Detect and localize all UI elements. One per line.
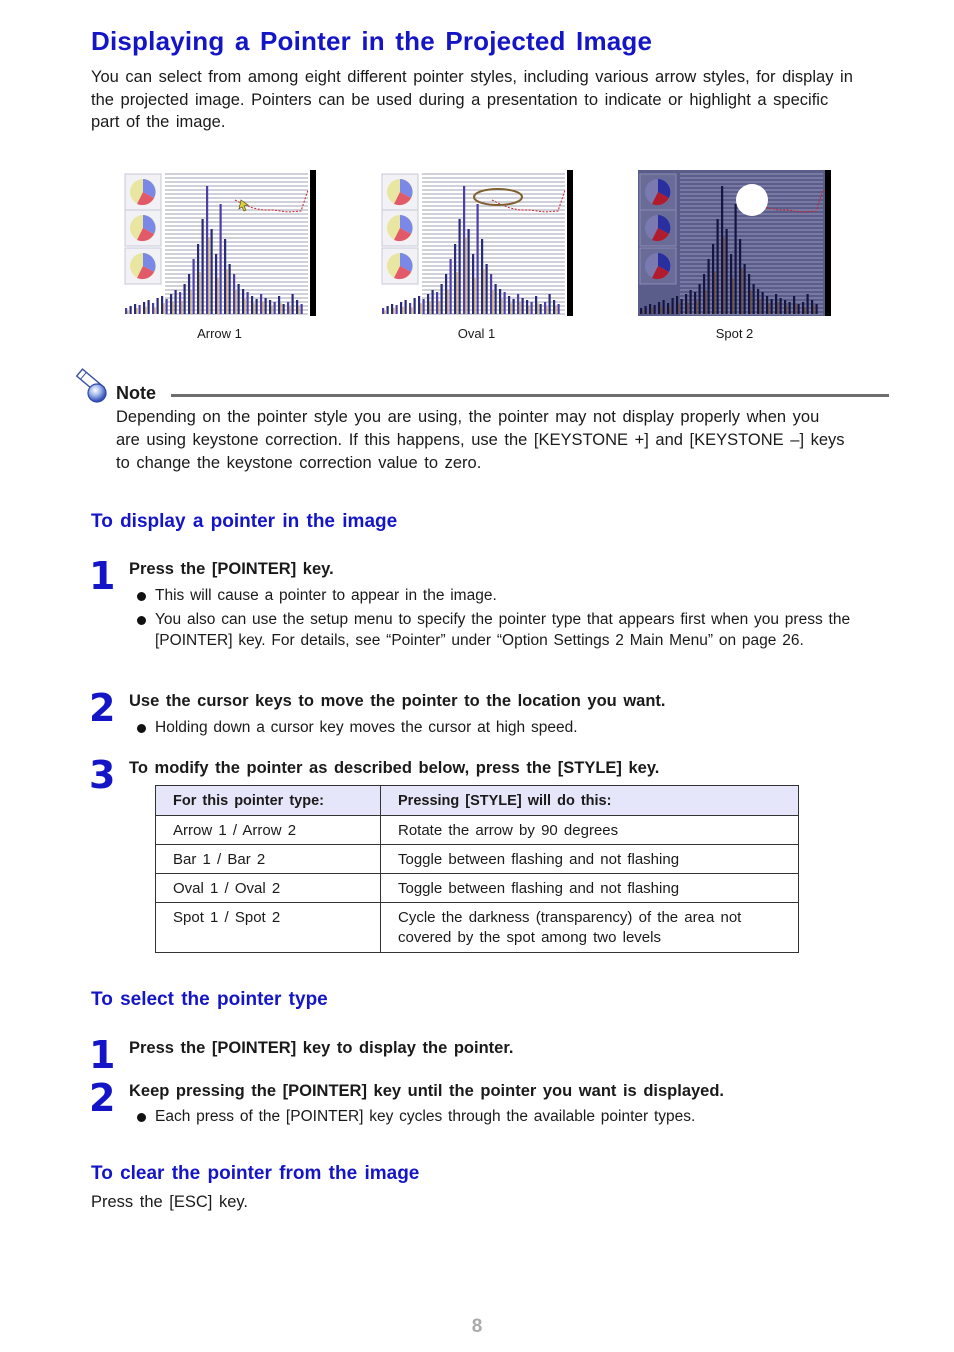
step-number: 3	[89, 753, 116, 797]
step-number: 2	[89, 686, 116, 730]
table-cell: Toggle between flashing and not flashing	[381, 874, 799, 903]
style-key-table	[155, 785, 799, 953]
step-title: Press the [POINTER] key.	[129, 560, 334, 578]
step-title: To modify the pointer as described below, press the [STYLE] key.	[129, 759, 660, 777]
section-heading-display-pointer: To display a pointer in the image	[91, 511, 398, 532]
table-header-row	[156, 786, 799, 816]
step-title: Use the cursor keys to move the pointer to the location you want.	[129, 692, 666, 710]
table-cell: Spot 1 / Spot 2	[156, 903, 381, 953]
table-row	[156, 845, 799, 874]
table-cell: Bar 1 / Bar 2	[156, 845, 381, 874]
note-divider	[171, 394, 889, 397]
table-row	[156, 874, 799, 903]
step-title: Press the [POINTER] key to display the pointer.	[129, 1039, 514, 1057]
page-number: 8	[471, 1316, 483, 1337]
figure-oval-pointer	[380, 170, 573, 316]
note-title: Note	[116, 383, 156, 403]
step-bullet: Holding down a cursor key moves the cursor at high speed.	[137, 718, 857, 739]
intro-paragraph: You can select from among eight different pointer styles, including various arrow styles, for display in the projected image. Pointers can be used during a presentation to indicate or highlight a specific part of the image.	[91, 68, 853, 131]
table-cell: Rotate the arrow by 90 degrees	[381, 816, 799, 845]
table-cell: Oval 1 / Oval 2	[156, 874, 381, 903]
figure-caption: Oval 1	[457, 326, 496, 341]
table-cell: Cycle the darkness (transparency) of the area not covered by the spot among two levels	[381, 903, 799, 953]
step-title: Keep pressing the [POINTER] key until the pointer you want is displayed.	[129, 1082, 725, 1100]
page-title: Displaying a Pointer in the Projected Image	[91, 26, 653, 56]
figure-caption: Arrow 1	[197, 326, 242, 341]
note-body: Depending on the pointer style you are using, the pointer may not display properly when you are using keystone correction. If this happens, use the [KEYSTONE +] and [KEYSTONE –] keys to change the keystone correction value to zero.	[116, 408, 845, 472]
step-bullet: This will cause a pointer to appear in the image.	[137, 586, 857, 607]
figure-spot-pointer	[638, 170, 831, 316]
table-header: Pressing [STYLE] will do this:	[381, 786, 799, 816]
figure-caption: Spot 2	[715, 326, 754, 341]
step-bullet: You also can use the setup menu to specify the pointer type that appears first when you press the [POINTER] key. For details, see “Pointer” under “Option Settings 2 Main Menu” on page 26.	[137, 610, 857, 651]
section-heading-clear-pointer: To clear the pointer from the image	[91, 1163, 420, 1184]
table-cell: Toggle between flashing and not flashing	[381, 845, 799, 874]
step-number: 2	[89, 1076, 116, 1120]
table-row	[156, 816, 799, 845]
figure-arrow-pointer	[123, 170, 316, 316]
step-number: 1	[89, 1033, 116, 1077]
section-heading-select-pointer: To select the pointer type	[91, 989, 328, 1010]
table-row	[156, 903, 799, 953]
table-header: For this pointer type:	[156, 786, 381, 816]
clear-pointer-instruction: Press the [ESC] key.	[91, 1193, 248, 1211]
step-number: 1	[89, 554, 116, 598]
table-cell: Arrow 1 / Arrow 2	[156, 816, 381, 845]
note-pencil-icon	[72, 366, 112, 406]
step-bullet: Each press of the [POINTER] key cycles through the available pointer types.	[137, 1107, 857, 1128]
